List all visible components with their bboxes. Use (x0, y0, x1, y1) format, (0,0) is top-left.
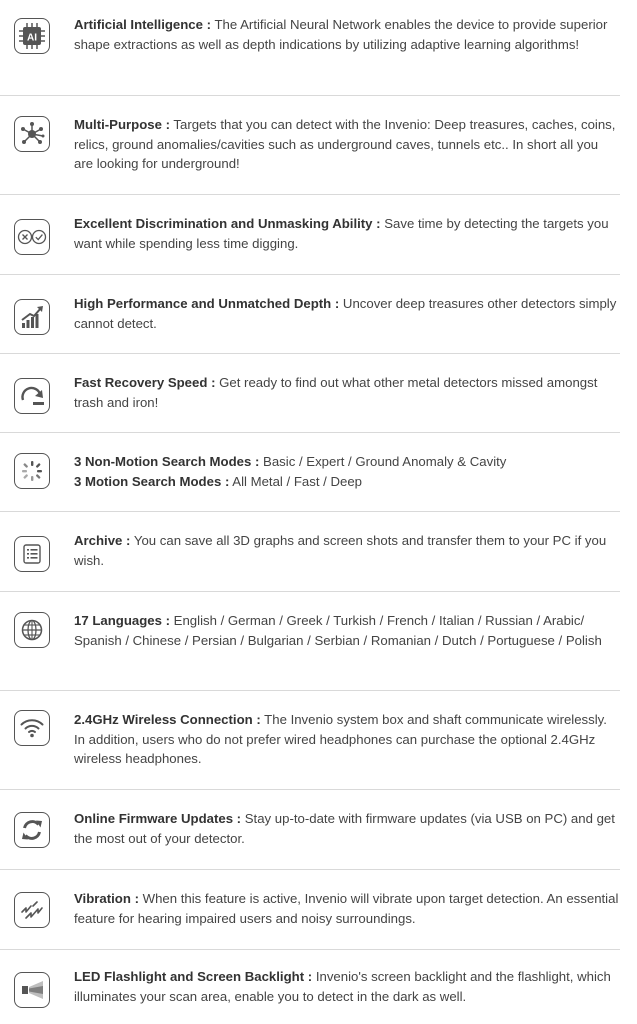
feature-item (0, 950, 620, 1024)
flashlight-icon (14, 972, 50, 1008)
recovery-arrow-icon (14, 378, 50, 414)
feature-text (74, 967, 620, 1006)
feature-title: 17 Languages : (74, 613, 171, 628)
refresh-icon (14, 812, 50, 848)
feature-title: Multi-Purpose : (74, 117, 170, 132)
feature-text (74, 373, 620, 412)
feature-desc-secondary: All Metal / Fast / Deep (229, 473, 363, 489)
feature-item (0, 275, 620, 354)
feature-desc: Stay up-to-date with firmware updates (via USB on PC) and get the most out of your detector. (74, 811, 615, 846)
feature-desc: You can save all 3D graphs and screen shots and transfer them to your PC if you wish. (74, 533, 607, 568)
discrimination-icon (14, 219, 50, 255)
feature-desc: Basic / Expert / Ground Anomaly & Cavity (259, 454, 507, 469)
svg-text:AI: AI (27, 32, 37, 44)
wifi-icon (14, 710, 50, 746)
search-modes-icon (14, 453, 50, 489)
feature-item (0, 0, 620, 96)
feature-item (0, 433, 620, 512)
feature-text (74, 889, 620, 928)
feature-item (0, 512, 620, 592)
feature-title: Archive : (74, 533, 131, 548)
feature-text (74, 15, 620, 54)
feature-item (0, 592, 620, 691)
feature-title: Vibration : (74, 891, 139, 906)
network-nodes-icon (14, 116, 50, 152)
feature-item (0, 195, 620, 275)
feature-desc: Invenio's screen backlight and the flashlight, which illuminates your scan area, enable you to detect in the dark as well. (74, 969, 611, 1004)
feature-title: Fast Recovery Speed : (74, 375, 216, 390)
feature-desc: When this feature is active, Invenio will vibrate upon target detection. An essential feature for hearing impaired users and noisy surroundings. (74, 891, 619, 926)
feature-title: 2.4GHz Wireless Connection : (74, 712, 261, 727)
feature-text (74, 214, 620, 253)
feature-item (0, 354, 620, 433)
feature-title: Online Firmware Updates : (74, 811, 242, 826)
feature-desc: Get ready to find out what other metal detectors missed amongst trash and iron! (74, 375, 598, 410)
feature-title: Artificial Intelligence : (74, 17, 212, 32)
archive-list-icon (14, 536, 50, 572)
feature-title: Excellent Discrimination and Unmasking Ability : (74, 216, 381, 231)
vibration-icon (14, 892, 50, 928)
feature-title-secondary: 3 Motion Search Modes : (74, 473, 230, 489)
feature-text (74, 531, 620, 570)
feature-title: LED Flashlight and Screen Backlight : (74, 969, 313, 984)
ai-chip-icon (14, 18, 50, 54)
feature-item (0, 870, 620, 950)
feature-desc: Targets that you can detect with the Invenio: Deep treasures, caches, coins, relics, ground anomalies/cavities such as underground caves, tunnels etc.. In short all you are looking for underground! (74, 117, 616, 171)
feature-item (0, 691, 620, 790)
feature-desc: The Artificial Neural Network enables the device to provide superior shape extractions as well as depth indications by utilizing adaptive learning algorithms! (74, 17, 608, 52)
feature-text (74, 294, 620, 333)
feature-text (74, 115, 620, 174)
feature-text (74, 611, 620, 650)
feature-text (74, 452, 620, 491)
feature-text (74, 809, 620, 848)
feature-desc: Uncover deep treasures other detectors simply cannot detect. (74, 296, 617, 331)
feature-text (74, 710, 620, 769)
feature-item (0, 96, 620, 195)
feature-desc: Save time by detecting the targets you want while spending less time digging. (74, 216, 609, 251)
feature-title: 3 Non-Motion Search Modes : (74, 454, 260, 469)
globe-icon (14, 612, 50, 648)
feature-desc: The Invenio system box and shaft communicate wirelessly. In addition, users who do not prefer wired headphones can purchase the optional 2.4GHz wireless headphones. (74, 712, 607, 766)
feature-item (0, 790, 620, 870)
feature-desc: English / German / Greek / Turkish / French / Italian / Russian / Arabic/ Spanish / Chinese / Persian / Bulgarian / Serbian / Romanian / Dutch / Portuguese / Polish (74, 613, 602, 648)
feature-title: High Performance and Unmatched Depth : (74, 296, 340, 311)
performance-chart-icon (14, 299, 50, 335)
